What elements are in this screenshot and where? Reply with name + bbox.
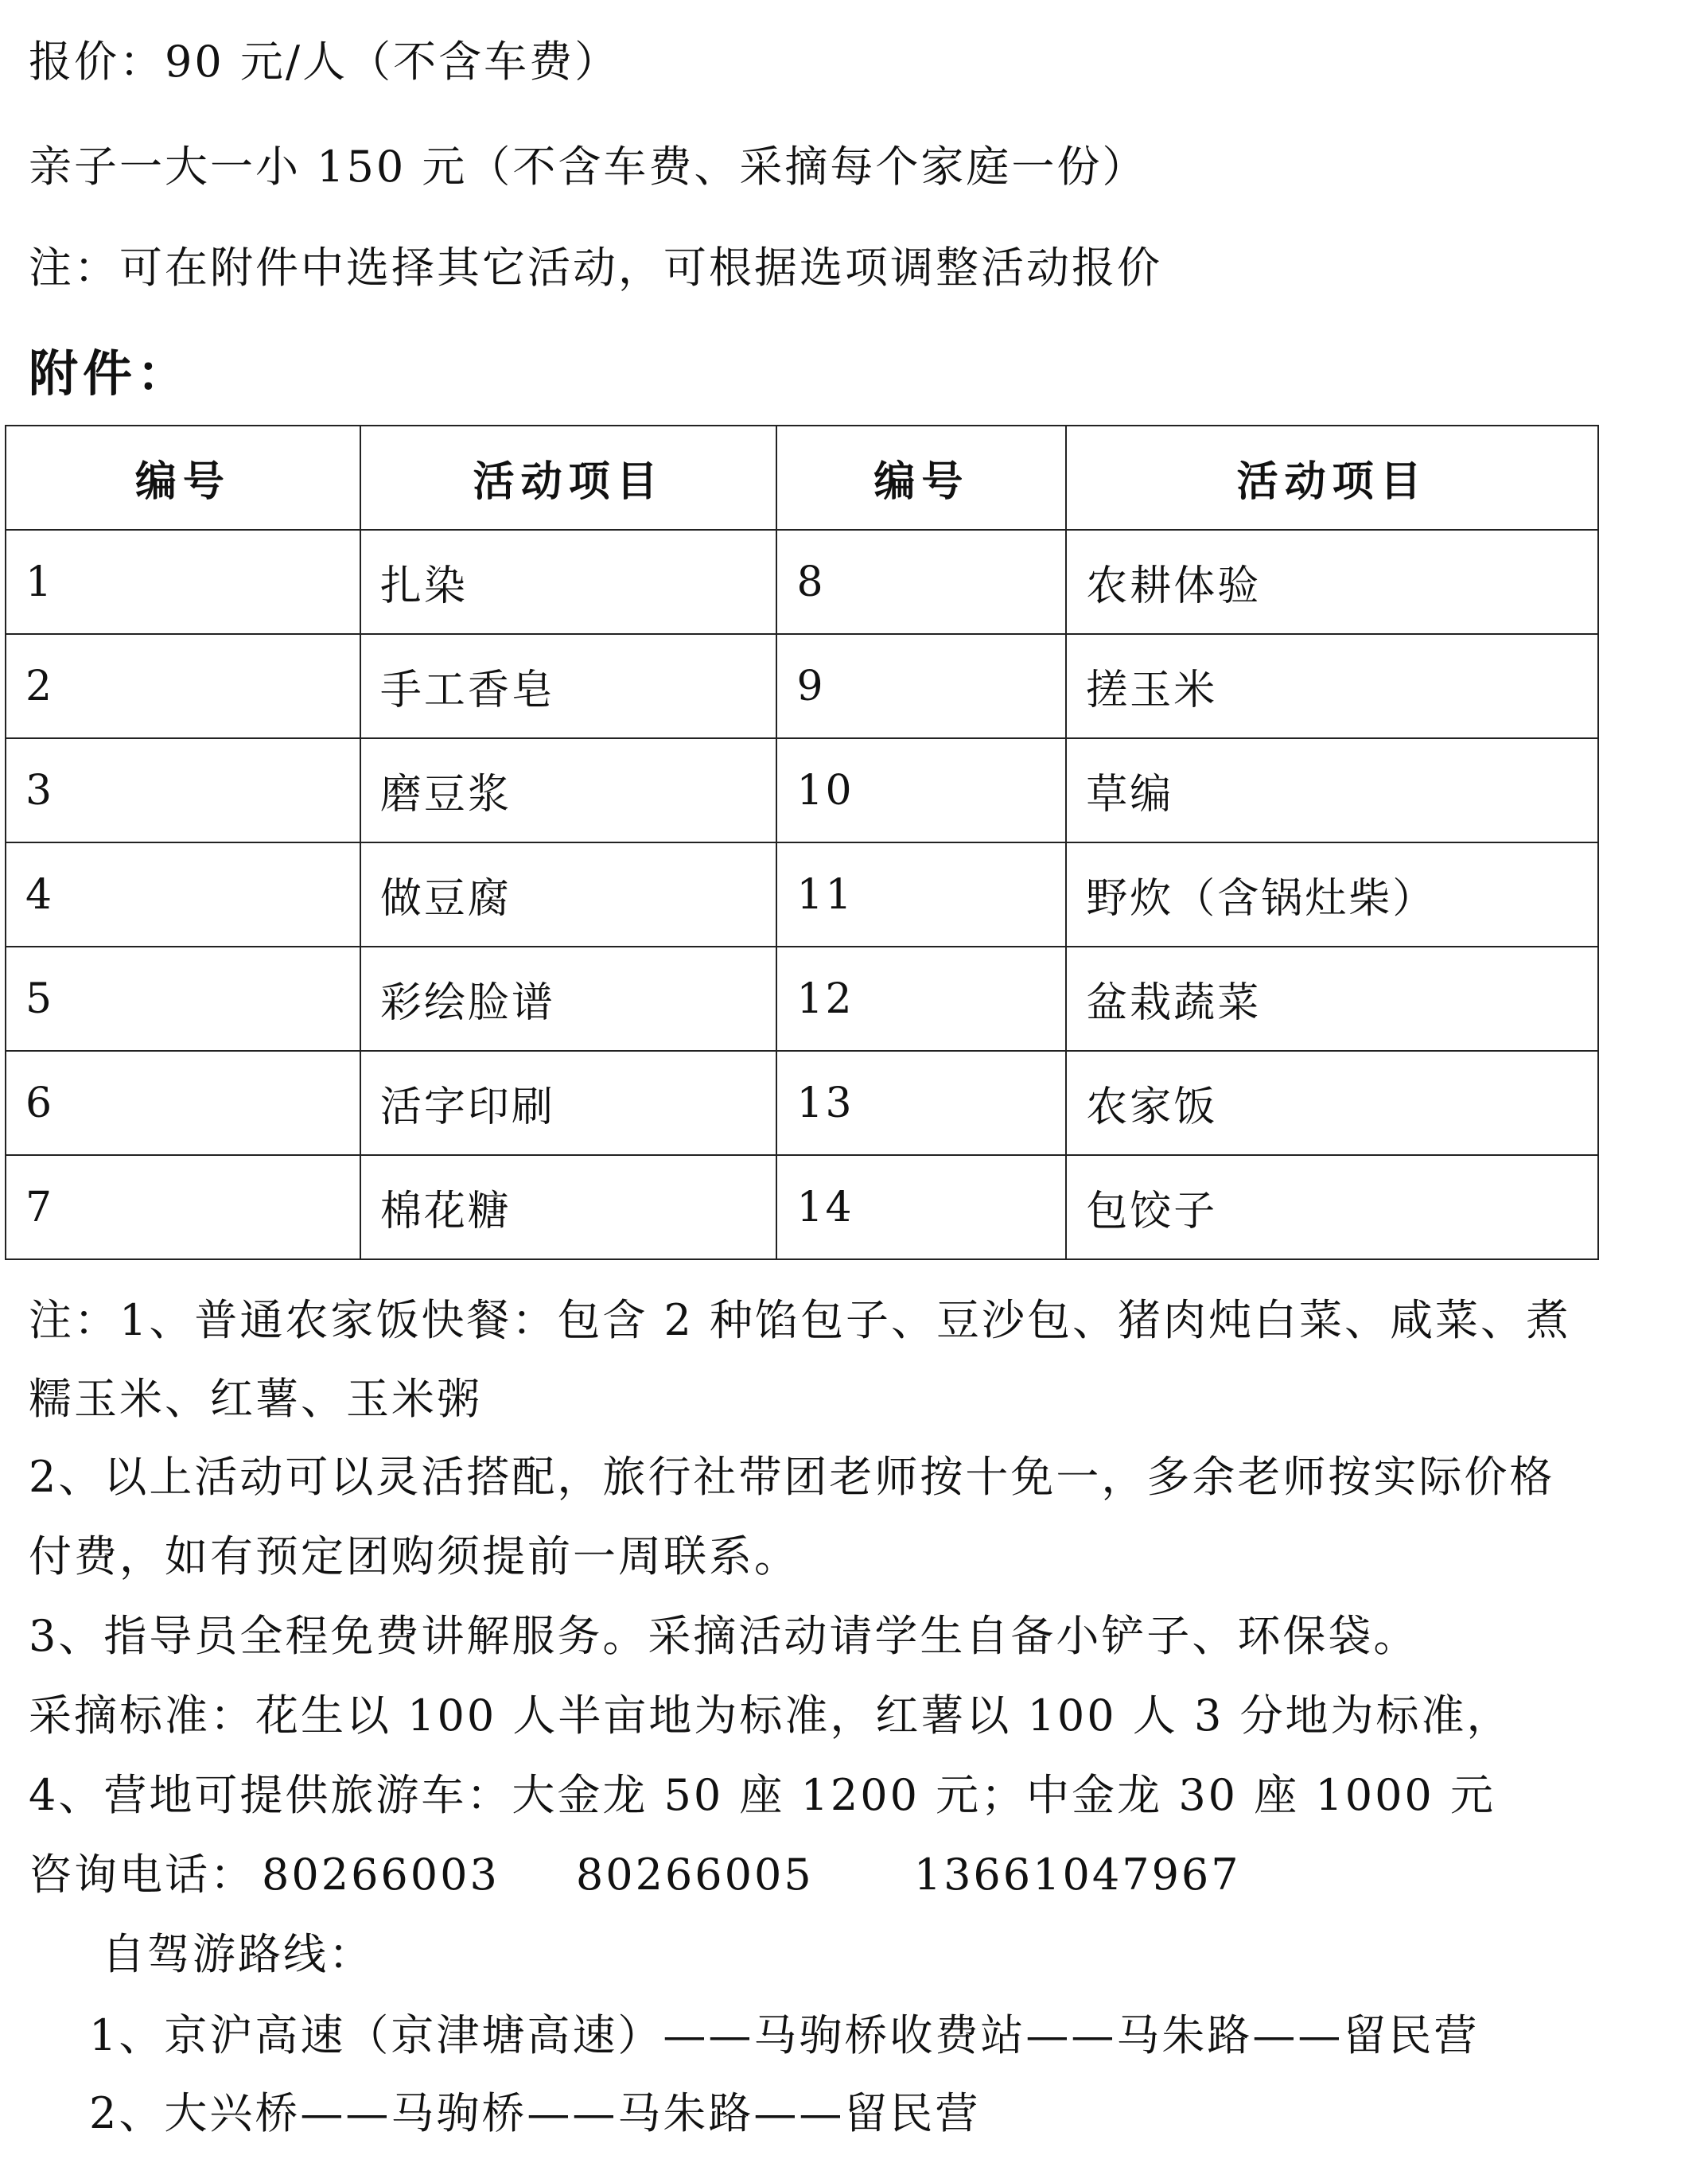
table-row [6, 947, 1598, 1051]
cell-number: 6 [6, 1051, 360, 1155]
cell-number: 7 [6, 1155, 360, 1259]
contact-label: 咨询电话： [29, 1850, 255, 1900]
cell-number: 2 [6, 634, 360, 738]
table-row [6, 530, 1598, 634]
cell-activity: 手工香皂 [360, 634, 777, 738]
table-row [6, 842, 1598, 947]
contact-line [29, 1850, 1241, 1900]
route-title: 自驾游路线： [102, 1929, 374, 1979]
note-1-line-1: 注：1、普通农家饭快餐：包含 2 种馅包子、豆沙包、猪肉炖白菜、咸菜、煮 [29, 1295, 1572, 1345]
phone-number: 80266003 [262, 1850, 500, 1900]
cell-number: 13 [776, 1051, 1066, 1155]
header-activity: 活动项目 [1066, 426, 1598, 530]
phone-number: 13661047967 [913, 1850, 1241, 1900]
table-header-row [6, 426, 1598, 530]
cell-activity: 农家饭 [1066, 1051, 1598, 1155]
cell-activity: 包饺子 [1066, 1155, 1598, 1259]
table-row [6, 1155, 1598, 1259]
cell-activity: 草编 [1066, 738, 1598, 842]
note-line: 注：可在附件中选择其它活动，可根据选项调整活动报价 [29, 243, 1162, 293]
cell-number: 14 [776, 1155, 1066, 1259]
cell-number: 12 [776, 947, 1066, 1051]
header-number: 编号 [776, 426, 1066, 530]
table-row [6, 738, 1598, 842]
activity-table [5, 425, 1599, 1260]
cell-number: 1 [6, 530, 360, 634]
header-number: 编号 [6, 426, 360, 530]
cell-activity: 棉花糖 [360, 1155, 777, 1259]
note-2-line-2: 付费，如有预定团购须提前一周联系。 [29, 1531, 800, 1581]
note-2-line-1: 2、以上活动可以灵活搭配，旅行社带团老师按十免一，多余老师按实际价格 [29, 1452, 1555, 1502]
cell-number: 8 [776, 530, 1066, 634]
route-1: 1、京沪高速（京津塘高速）——马驹桥收费站——马朱路——留民营 [89, 2010, 1480, 2060]
cell-activity: 活字印刷 [360, 1051, 777, 1155]
cell-number: 3 [6, 738, 360, 842]
cell-activity: 农耕体验 [1066, 530, 1598, 634]
cell-activity: 扎染 [360, 530, 777, 634]
cell-activity: 野炊（含锅灶柴） [1066, 842, 1598, 947]
cell-number: 10 [776, 738, 1066, 842]
cell-number: 4 [6, 842, 360, 947]
cell-activity: 做豆腐 [360, 842, 777, 947]
price-line: 报价：90 元/人（不含车费） [29, 37, 621, 87]
picking-standard-line: 采摘标准：花生以 100 人半亩地为标准，红薯以 100 人 3 分地为标准， [29, 1690, 1512, 1741]
cell-activity: 彩绘脸谱 [360, 947, 777, 1051]
note-3-line: 3、指导员全程免费讲解服务。采摘活动请学生自备小铲子、环保袋。 [29, 1611, 1419, 1661]
cell-number: 9 [776, 634, 1066, 738]
cell-number: 5 [6, 947, 360, 1051]
cell-activity: 盆栽蔬菜 [1066, 947, 1598, 1051]
cell-activity: 磨豆浆 [360, 738, 777, 842]
cell-activity: 搓玉米 [1066, 634, 1598, 738]
cell-number: 11 [776, 842, 1066, 947]
attachment-heading: 附件： [29, 344, 192, 403]
route-2: 2、大兴桥——马驹桥——马朱路——留民营 [89, 2088, 981, 2138]
header-activity: 活动项目 [360, 426, 777, 530]
table-row [6, 634, 1598, 738]
note-4-line: 4、营地可提供旅游车：大金龙 50 座 1200 元；中金龙 30 座 1000 元 [29, 1770, 1496, 1820]
family-price-line: 亲子一大一小 150 元（不含车费、采摘每个家庭一份） [29, 142, 1148, 192]
note-1-line-2: 糯玉米、红薯、玉米粥 [29, 1374, 482, 1424]
table-row [6, 1051, 1598, 1155]
phone-number: 80266005 [575, 1850, 814, 1900]
